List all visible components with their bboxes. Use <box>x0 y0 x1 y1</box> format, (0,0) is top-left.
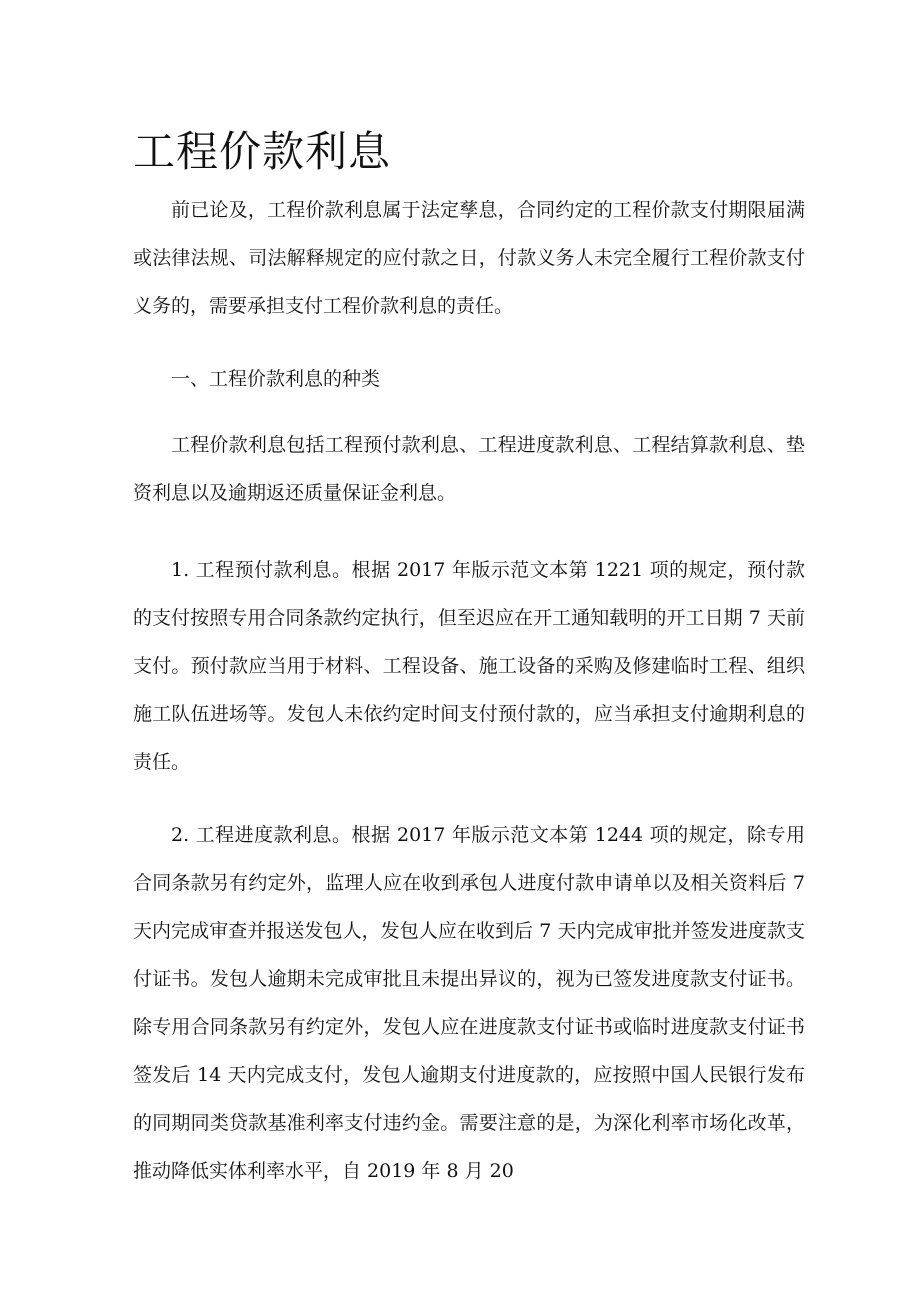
document-title: 工程价款利息 <box>133 127 392 176</box>
interest-types-paragraph: 工程价款利息包括工程预付款利息、工程进度款利息、工程结算款利息、垫资利息以及逾期返还质量保证金利息。 <box>133 434 805 504</box>
progress-payment-interest-paragraph: 2. 工程进度款利息。根据 2017 年版示范文本第 1244 项的规定，除专用合同条款另有约定外，监理人应在收到承包人进度付款申请单以及相关资料后 7 天内完成审查并报送发包人，发包人应在收到后 7 天内完成审批并签发进度款支付证书。发包人逾期未完成审批且未提出异议的，视为已签发进度款支付证书。除专用合同条款另有约定外，发包人应在进度款支付证书或临时进度款支付证书签发后 14 天内完成支付，发包人逾期支付进度款的，应按照中国人民银行发布的同期同类贷款基准利率支付违约金。需要注意的是，为深化利率市场化改革，推动降低实体利率水平，自 2019 年 8 月 20 <box>133 824 805 1182</box>
intro-paragraph: 前已论及，工程价款利息属于法定孳息，合同约定的工程价款支付期限届满或法律法规、司法解释规定的应付款之日，付款义务人未完全履行工程价款支付义务的，需要承担支付工程价款利息的责任。 <box>133 199 805 317</box>
prepayment-interest-paragraph: 1. 工程预付款利息。根据 2017 年版示范文本第 1221 项的规定，预付款的支付按照专用合同条款约定执行，但至迟应在开工通知载明的开工日期 7 天前支付。预付款应当用于材料、工程设备、施工设备的采购及修建临时工程、组织施工队伍进场等。发包人未依约定时间支付预付款的，应当承担支付逾期利息的责任。 <box>133 559 805 773</box>
section-heading-interest-types: 一、工程价款利息的种类 <box>171 368 381 390</box>
